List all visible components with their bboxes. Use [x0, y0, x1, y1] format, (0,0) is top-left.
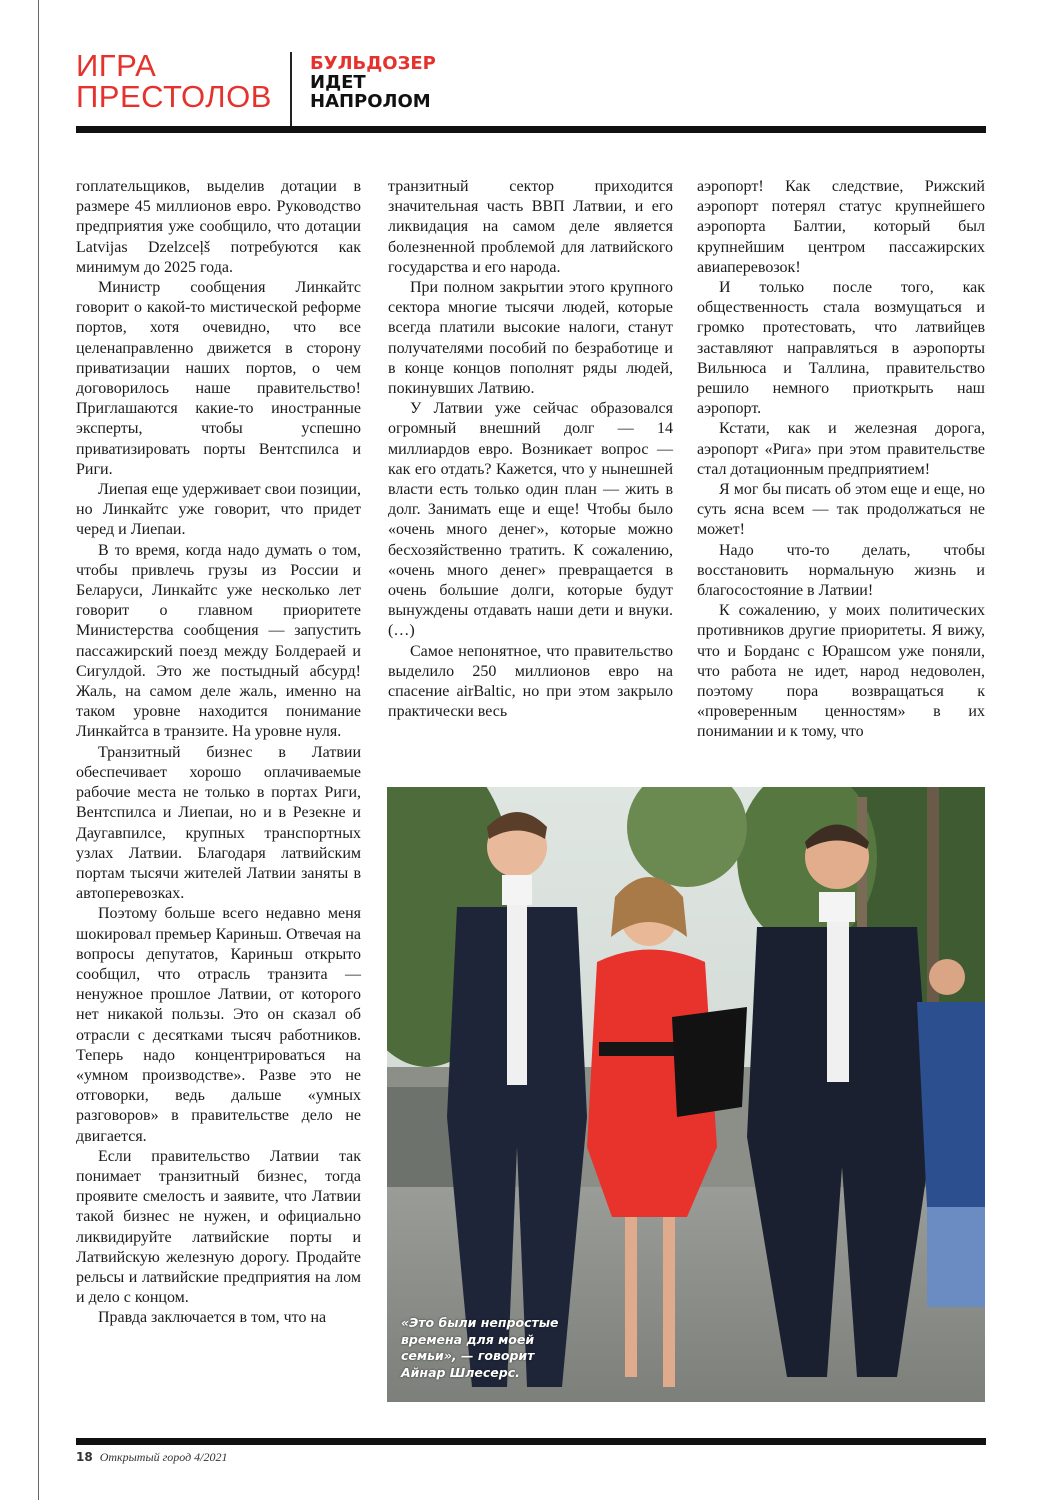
- paragraph: Министр сообщения Линкайтс говорит о какой-то мистической реформе портов, хотя очевидно, что все целенаправленно движется в сторону приватизации наших портов, о чем договорилось наше правительство! Приглашаются какие-то иностранные эксперты, чтобы успешно приватизировать порты Вентспилса и Риги.: [76, 279, 361, 478]
- paragraph: Надо что-то делать, чтобы восстановить нормальную жизнь и благосостояние в Латвии!: [697, 541, 985, 600]
- paragraph: В то время, когда надо думать о том, чтобы привлечь грузы из России и Беларуси, Линкайтс уже несколько лет говорит о главном приоритете Министерства сообщения — запустить пассажирский поезд между Болдераей и Сигулдой. Это же постыдный абсурд! Жаль, на самом деле жаль, именно на таком уровне находится понимание Линкайтса в транзите. На уровне нуля.: [76, 541, 361, 741]
- headline-line-2: ИДЕТ: [310, 72, 366, 93]
- paragraph: У Латвии уже сейчас образовался огромный внешний долг — 14 миллиардов евро. Возникает вопрос — как его отдать? Кажется, что у нынешней власти есть только один план — жить в долг. Занимать еще и еще! Чтобы было «очень много денег», которые можно бесхозяйственно тратить. К сожалению, «очень много денег» превращается в очень большие долги, которые будут вынуждены отдавать наши дети и внуки. (…): [388, 400, 673, 640]
- magazine-name: Открытый город: [99, 1450, 192, 1464]
- paragraph: аэропорт! Как следствие, Рижский аэропорт потерял статус крупнейшего аэропорта Балтии, который был крупнейшим центром пассажирских авиаперевозок!: [697, 178, 985, 276]
- left-margin-rule: [38, 0, 39, 1500]
- rubric: [76, 50, 272, 112]
- photo-illustration: [387, 787, 985, 1402]
- paragraph: Самое непонятное, что правительство выделило 250 миллионов евро на спасение airBaltic, но при этом закрыло практически весь: [388, 642, 673, 721]
- paragraph: И только после того, как общественность стала возмущаться и громко протестовать, что латвийцев заставляют направляться в аэропорты Вильнюса и Таллина, правительство решило немного приоткрыть наш аэропорт.: [697, 279, 985, 418]
- headline-line-1: БУЛЬДОЗЕР: [310, 53, 436, 74]
- caption-line: времена для моей: [401, 1331, 535, 1347]
- header-separator: [290, 52, 292, 126]
- photo-caption: [401, 1315, 601, 1381]
- top-rule: [76, 126, 986, 133]
- paragraph: При полном закрытии этого крупного сектора многие тысячи людей, которые всегда платили высокие налоги, станут получателями пособий по безработице и в конце концов пополнят ряды людей, покинувших Латвию.: [388, 279, 673, 398]
- paragraph: Правда заключается в том, что на: [98, 1309, 327, 1327]
- bottom-rule: [76, 1438, 986, 1445]
- caption-line: Айнар Шлесерс.: [401, 1364, 520, 1380]
- page-footer: [76, 1450, 228, 1465]
- paragraph: Я мог бы писать об этом еще и еще, но суть ясна всем — так продолжаться не может!: [697, 481, 985, 539]
- caption-line: семьи», — говорит: [401, 1348, 535, 1363]
- rubric-line-2: ПРЕСТОЛОВ: [76, 79, 272, 114]
- article-headline: [310, 54, 436, 111]
- text-column-2: [388, 177, 673, 722]
- paragraph: Лиепая еще удерживает свои позиции, но Линкайтс уже говорит, что придет черед и Лиепаи.: [76, 481, 361, 539]
- paragraph: Поэтому больше всего недавно меня шокировал премьер Кариньш. Отвечая на вопросы депутатов, Кариньш открыто сообщил, что отрасль транзита — ненужное прошлое Латвии, от которого нет никакой пользы. Это он сказал об отрасли с десятками тысяч работников. Теперь надо концентрироваться на «умном производстве». Разве это не отговорки, ведь дальше «умных разговоров» в правительстве дело не двигается.: [76, 905, 361, 1145]
- paragraph: Кстати, как и железная дорога, аэропорт «Рига» при этом правительстве стал дотационным предприятием!: [697, 420, 985, 478]
- text-column-3: [697, 177, 985, 743]
- text-column-1: [76, 177, 361, 1329]
- page-number: 18: [76, 1450, 93, 1464]
- caption-line: «Это были непростые: [401, 1315, 559, 1330]
- paragraph: транзитный сектор приходится значительная часть ВВП Латвии, и его ликвидация на самом деле является болезненной проблемой для латвийского государства и его народа.: [388, 178, 673, 276]
- rubric-line-1: ИГРА: [76, 48, 157, 83]
- headline-line-3: НАПРОЛОМ: [310, 91, 431, 112]
- paragraph: Транзитный бизнес в Латвии обеспечивает хорошо оплачиваемые рабочие места не только в портах Риги, Вентспилса и Лиепаи, но и в Резекне и Даугавпилсе, крупных транспортных узлах Латвии. Благодаря латвийским портам тысячи жителей Латвии заняты в автоперевозках.: [76, 743, 361, 903]
- paragraph: гоплательщиков, выделив дотации в размере 45 миллионов евро. Руководство предприятия уже сообщило, что дотации Latvijas Dzelzceļš потребуются как минимум до 2025 года.: [76, 178, 361, 276]
- issue-number: 4/2021: [194, 1450, 228, 1464]
- article-photo: [387, 787, 985, 1402]
- paragraph: К сожалению, у моих политических противников другие приоритеты. Я вижу, что и Борданс с Юрашсом уже поняли, что работа не идет, народ недоволен, поэтому пора возвращаться к «проверенным ценностям» в их понимании и к тому, что: [697, 602, 985, 741]
- paragraph: Если правительство Латвии так понимает транзитный бизнес, тогда проявите смелость и заявите, что Латвии такой бизнес не нужен, и официально ликвидируйте латвийские порты и Латвийскую железную дорогу. Продайте рельсы и латвийские предприятия на лом и дело с концом.: [76, 1147, 361, 1307]
